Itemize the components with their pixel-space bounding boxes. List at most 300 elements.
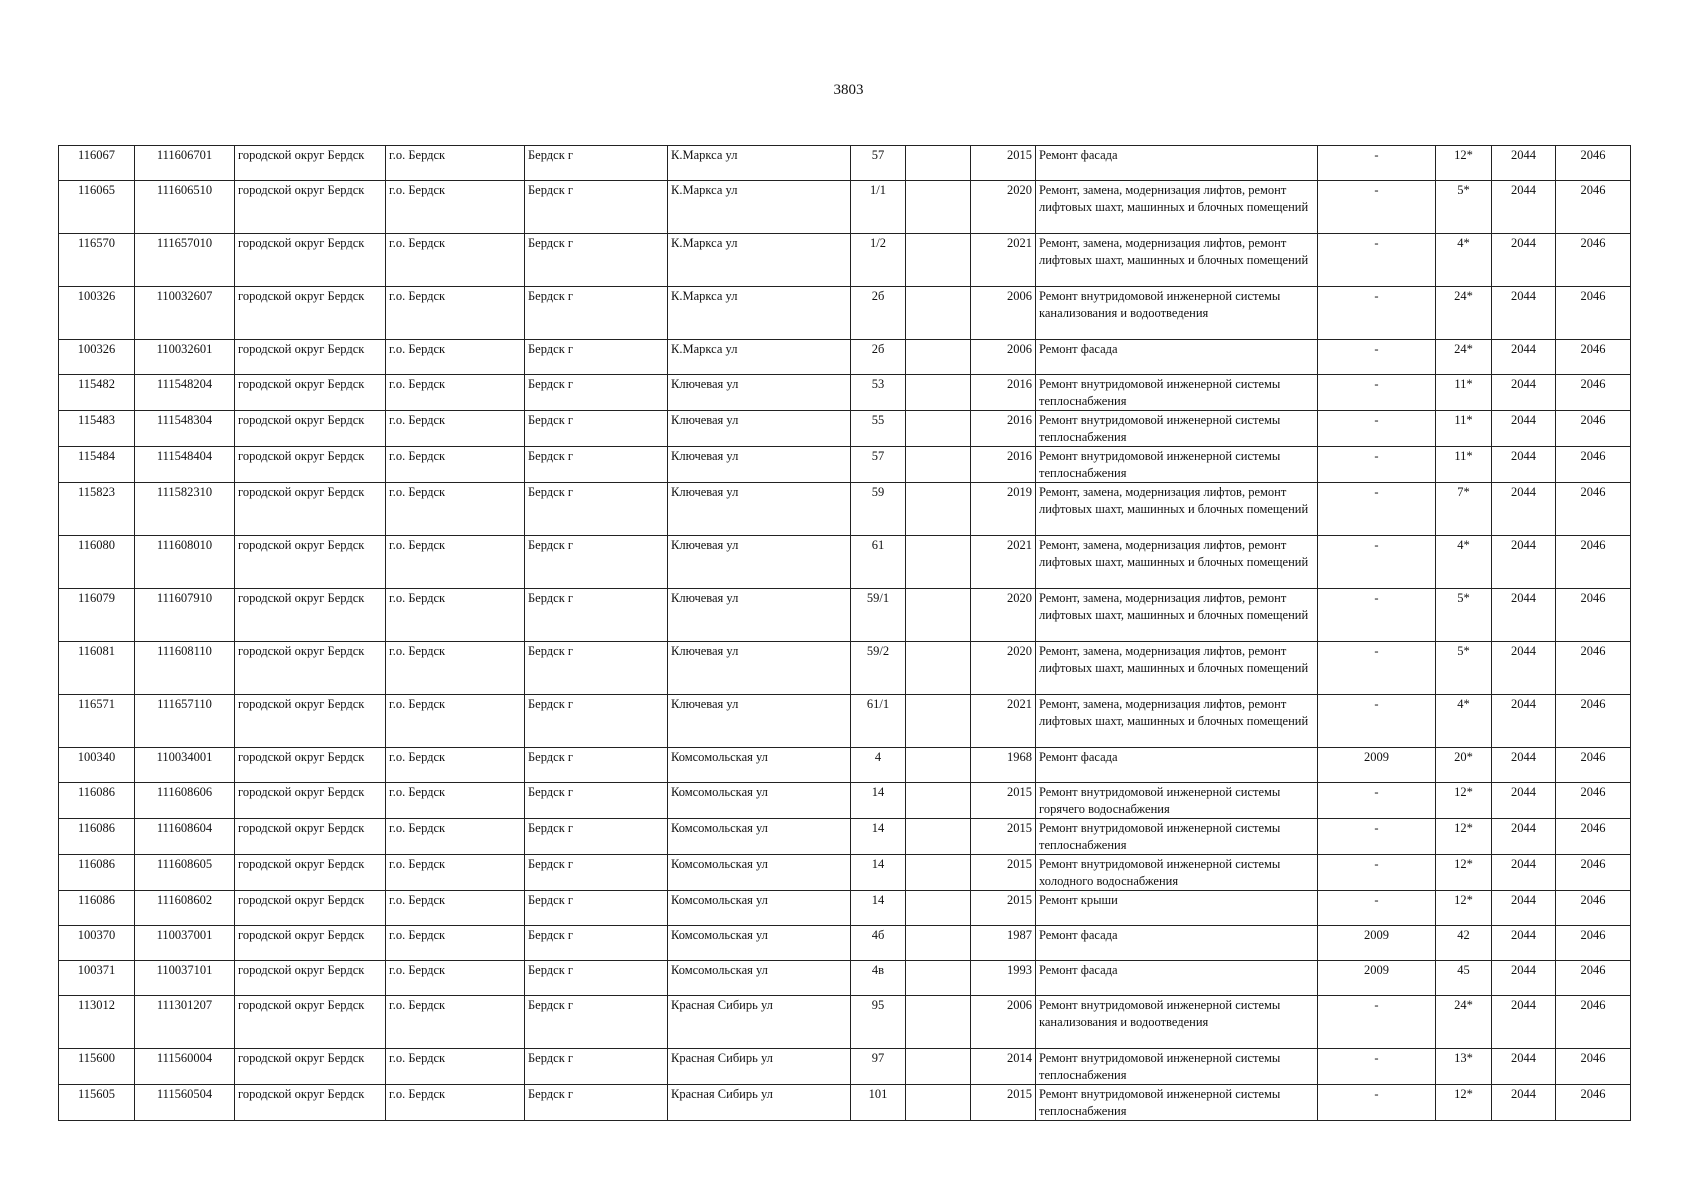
cell-house-id: 115823: [59, 483, 135, 536]
cell-house-number: 61: [851, 536, 906, 589]
cell-record-id: 111548304: [135, 411, 235, 447]
cell-year: 1987: [971, 926, 1036, 961]
cell-end-year: 2046: [1556, 483, 1631, 536]
cell-municipal-district: г.о. Бердск: [386, 855, 525, 891]
cell-work-type: Ремонт внутридомовой инженерной системы теплоснабжения: [1036, 447, 1318, 483]
cell-locality: Бердск г: [525, 961, 668, 996]
cell-end-year: 2046: [1556, 287, 1631, 340]
cell-prior-repair-year: -: [1318, 536, 1436, 589]
cell-municipal-district: г.о. Бердск: [386, 536, 525, 589]
cell-start-year: 2044: [1492, 234, 1556, 287]
cell-blank-column: [906, 748, 971, 783]
cell-street: Ключевая ул: [668, 695, 851, 748]
cell-start-year: 2044: [1492, 411, 1556, 447]
cell-locality: Бердск г: [525, 855, 668, 891]
table-row: [59, 891, 1631, 926]
table-row: [59, 1085, 1631, 1121]
cell-house-id: 116086: [59, 819, 135, 855]
table-row: [59, 536, 1631, 589]
cell-wear-value: 42: [1436, 926, 1492, 961]
cell-year: 2006: [971, 340, 1036, 375]
cell-house-number: 57: [851, 447, 906, 483]
cell-prior-repair-year: -: [1318, 447, 1436, 483]
cell-house-id: 115482: [59, 375, 135, 411]
cell-house-id: 116067: [59, 146, 135, 181]
cell-house-number: 53: [851, 375, 906, 411]
cell-blank-column: [906, 855, 971, 891]
cell-municipal-district: г.о. Бердск: [386, 783, 525, 819]
cell-work-type: Ремонт фасада: [1036, 926, 1318, 961]
cell-prior-repair-year: -: [1318, 891, 1436, 926]
cell-work-type: Ремонт, замена, модернизация лифтов, ремонт лифтовых шахт, машинных и блочных помещений: [1036, 695, 1318, 748]
cell-work-type: Ремонт, замена, модернизация лифтов, ремонт лифтовых шахт, машинных и блочных помещений: [1036, 642, 1318, 695]
cell-house-number: 97: [851, 1049, 906, 1085]
cell-end-year: 2046: [1556, 819, 1631, 855]
cell-house-number: 57: [851, 146, 906, 181]
cell-blank-column: [906, 695, 971, 748]
cell-street: К.Маркса ул: [668, 234, 851, 287]
cell-prior-repair-year: -: [1318, 287, 1436, 340]
cell-municipal-district: г.о. Бердск: [386, 483, 525, 536]
cell-house-number: 14: [851, 855, 906, 891]
cell-end-year: 2046: [1556, 1049, 1631, 1085]
cell-municipal-district: г.о. Бердск: [386, 146, 525, 181]
cell-record-id: 111301207: [135, 996, 235, 1049]
cell-house-number: 1/2: [851, 234, 906, 287]
cell-blank-column: [906, 589, 971, 642]
cell-wear-value: 20*: [1436, 748, 1492, 783]
cell-municipality: городской округ Бердск: [235, 855, 386, 891]
cell-work-type: Ремонт внутридомовой инженерной системы теплоснабжения: [1036, 411, 1318, 447]
cell-municipality: городской округ Бердск: [235, 181, 386, 234]
cell-wear-value: 5*: [1436, 181, 1492, 234]
cell-prior-repair-year: -: [1318, 855, 1436, 891]
table-row: [59, 748, 1631, 783]
cell-locality: Бердск г: [525, 642, 668, 695]
cell-municipal-district: г.о. Бердск: [386, 234, 525, 287]
cell-wear-value: 24*: [1436, 996, 1492, 1049]
cell-street: К.Маркса ул: [668, 287, 851, 340]
cell-house-number: 14: [851, 891, 906, 926]
cell-house-number: 4в: [851, 961, 906, 996]
cell-locality: Бердск г: [525, 375, 668, 411]
cell-record-id: 110037001: [135, 926, 235, 961]
cell-year: 2014: [971, 1049, 1036, 1085]
table-row: [59, 146, 1631, 181]
cell-wear-value: 7*: [1436, 483, 1492, 536]
cell-locality: Бердск г: [525, 1049, 668, 1085]
cell-house-id: 115483: [59, 411, 135, 447]
cell-blank-column: [906, 340, 971, 375]
table-row: [59, 1049, 1631, 1085]
table-row: [59, 855, 1631, 891]
cell-start-year: 2044: [1492, 447, 1556, 483]
cell-municipal-district: г.о. Бердск: [386, 375, 525, 411]
cell-municipality: городской округ Бердск: [235, 483, 386, 536]
cell-municipality: городской округ Бердск: [235, 819, 386, 855]
cell-house-id: 100326: [59, 340, 135, 375]
cell-wear-value: 12*: [1436, 1085, 1492, 1121]
cell-street: Ключевая ул: [668, 375, 851, 411]
cell-blank-column: [906, 181, 971, 234]
cell-municipal-district: г.о. Бердск: [386, 340, 525, 375]
cell-start-year: 2044: [1492, 287, 1556, 340]
cell-end-year: 2046: [1556, 375, 1631, 411]
cell-municipality: городской округ Бердск: [235, 891, 386, 926]
cell-start-year: 2044: [1492, 536, 1556, 589]
cell-end-year: 2046: [1556, 447, 1631, 483]
cell-start-year: 2044: [1492, 961, 1556, 996]
cell-year: 2021: [971, 234, 1036, 287]
cell-street: Ключевая ул: [668, 536, 851, 589]
cell-municipal-district: г.о. Бердск: [386, 1085, 525, 1121]
table-row: [59, 287, 1631, 340]
cell-locality: Бердск г: [525, 411, 668, 447]
page-number: 3803: [833, 82, 864, 98]
cell-work-type: Ремонт фасада: [1036, 961, 1318, 996]
cell-locality: Бердск г: [525, 891, 668, 926]
cell-work-type: Ремонт внутридомовой инженерной системы канализования и водоотведения: [1036, 287, 1318, 340]
cell-year: 2020: [971, 589, 1036, 642]
cell-wear-value: 12*: [1436, 146, 1492, 181]
cell-record-id: 111608604: [135, 819, 235, 855]
cell-municipal-district: г.о. Бердск: [386, 447, 525, 483]
cell-street: Ключевая ул: [668, 447, 851, 483]
data-table: [58, 145, 1631, 1121]
cell-municipal-district: г.о. Бердск: [386, 926, 525, 961]
cell-house-number: 101: [851, 1085, 906, 1121]
cell-work-type: Ремонт, замена, модернизация лифтов, ремонт лифтовых шахт, машинных и блочных помещений: [1036, 483, 1318, 536]
cell-prior-repair-year: -: [1318, 411, 1436, 447]
cell-year: 2016: [971, 375, 1036, 411]
cell-year: 2015: [971, 146, 1036, 181]
cell-prior-repair-year: -: [1318, 234, 1436, 287]
cell-locality: Бердск г: [525, 483, 668, 536]
cell-municipal-district: г.о. Бердск: [386, 1049, 525, 1085]
cell-year: 2006: [971, 996, 1036, 1049]
cell-municipality: городской округ Бердск: [235, 375, 386, 411]
cell-blank-column: [906, 642, 971, 695]
cell-locality: Бердск г: [525, 926, 668, 961]
cell-start-year: 2044: [1492, 855, 1556, 891]
cell-house-id: 100326: [59, 287, 135, 340]
cell-municipal-district: г.о. Бердск: [386, 819, 525, 855]
cell-blank-column: [906, 1049, 971, 1085]
cell-house-id: 115605: [59, 1085, 135, 1121]
table-row: [59, 234, 1631, 287]
cell-locality: Бердск г: [525, 819, 668, 855]
cell-street: Комсомольская ул: [668, 855, 851, 891]
cell-municipal-district: г.о. Бердск: [386, 695, 525, 748]
cell-locality: Бердск г: [525, 340, 668, 375]
cell-street: Ключевая ул: [668, 483, 851, 536]
cell-work-type: Ремонт, замена, модернизация лифтов, ремонт лифтовых шахт, машинных и блочных помещений: [1036, 589, 1318, 642]
cell-house-id: 100371: [59, 961, 135, 996]
table-row: [59, 340, 1631, 375]
cell-record-id: 111606510: [135, 181, 235, 234]
cell-wear-value: 11*: [1436, 411, 1492, 447]
cell-prior-repair-year: -: [1318, 1085, 1436, 1121]
cell-record-id: 111582310: [135, 483, 235, 536]
cell-blank-column: [906, 1085, 971, 1121]
cell-record-id: 111608110: [135, 642, 235, 695]
cell-start-year: 2044: [1492, 819, 1556, 855]
cell-start-year: 2044: [1492, 1049, 1556, 1085]
cell-start-year: 2044: [1492, 642, 1556, 695]
cell-end-year: 2046: [1556, 1085, 1631, 1121]
cell-record-id: 111548204: [135, 375, 235, 411]
cell-house-number: 4: [851, 748, 906, 783]
cell-blank-column: [906, 819, 971, 855]
table-row: [59, 695, 1631, 748]
cell-prior-repair-year: 2009: [1318, 748, 1436, 783]
cell-year: 2020: [971, 181, 1036, 234]
cell-prior-repair-year: -: [1318, 783, 1436, 819]
cell-house-number: 95: [851, 996, 906, 1049]
table-row: [59, 819, 1631, 855]
cell-municipality: городской округ Бердск: [235, 447, 386, 483]
cell-municipality: городской округ Бердск: [235, 589, 386, 642]
cell-year: 1968: [971, 748, 1036, 783]
cell-start-year: 2044: [1492, 340, 1556, 375]
cell-municipality: городской округ Бердск: [235, 996, 386, 1049]
cell-work-type: Ремонт, замена, модернизация лифтов, ремонт лифтовых шахт, машинных и блочных помещений: [1036, 181, 1318, 234]
cell-municipality: городской округ Бердск: [235, 961, 386, 996]
cell-locality: Бердск г: [525, 589, 668, 642]
table-row: [59, 783, 1631, 819]
cell-house-number: 2б: [851, 287, 906, 340]
cell-year: 2015: [971, 1085, 1036, 1121]
cell-record-id: 111548404: [135, 447, 235, 483]
cell-end-year: 2046: [1556, 340, 1631, 375]
cell-prior-repair-year: -: [1318, 819, 1436, 855]
cell-house-id: 116065: [59, 181, 135, 234]
cell-prior-repair-year: 2009: [1318, 926, 1436, 961]
cell-end-year: 2046: [1556, 181, 1631, 234]
cell-start-year: 2044: [1492, 1085, 1556, 1121]
cell-house-id: 116081: [59, 642, 135, 695]
cell-house-id: 116086: [59, 783, 135, 819]
cell-street: Красная Сибирь ул: [668, 1049, 851, 1085]
table-row: [59, 411, 1631, 447]
cell-work-type: Ремонт, замена, модернизация лифтов, ремонт лифтовых шахт, машинных и блочных помещений: [1036, 536, 1318, 589]
cell-house-number: 14: [851, 783, 906, 819]
cell-record-id: 111657110: [135, 695, 235, 748]
table-row: [59, 961, 1631, 996]
cell-house-id: 115600: [59, 1049, 135, 1085]
cell-wear-value: 4*: [1436, 234, 1492, 287]
table-row: [59, 483, 1631, 536]
cell-municipality: городской округ Бердск: [235, 340, 386, 375]
cell-municipal-district: г.о. Бердск: [386, 589, 525, 642]
cell-work-type: Ремонт внутридомовой инженерной системы теплоснабжения: [1036, 1085, 1318, 1121]
cell-locality: Бердск г: [525, 181, 668, 234]
table-row: [59, 996, 1631, 1049]
cell-house-number: 4б: [851, 926, 906, 961]
cell-end-year: 2046: [1556, 146, 1631, 181]
cell-work-type: Ремонт фасада: [1036, 748, 1318, 783]
cell-locality: Бердск г: [525, 536, 668, 589]
cell-municipality: городской округ Бердск: [235, 642, 386, 695]
cell-house-id: 113012: [59, 996, 135, 1049]
cell-wear-value: 5*: [1436, 589, 1492, 642]
cell-street: Красная Сибирь ул: [668, 1085, 851, 1121]
cell-end-year: 2046: [1556, 926, 1631, 961]
cell-work-type: Ремонт фасада: [1036, 146, 1318, 181]
cell-house-id: 116086: [59, 891, 135, 926]
table-row: [59, 926, 1631, 961]
cell-municipal-district: г.о. Бердск: [386, 287, 525, 340]
cell-year: 2021: [971, 536, 1036, 589]
cell-record-id: 110032607: [135, 287, 235, 340]
cell-municipality: городской округ Бердск: [235, 1085, 386, 1121]
cell-prior-repair-year: -: [1318, 589, 1436, 642]
table-row: [59, 447, 1631, 483]
cell-start-year: 2044: [1492, 926, 1556, 961]
cell-start-year: 2044: [1492, 146, 1556, 181]
cell-start-year: 2044: [1492, 783, 1556, 819]
cell-wear-value: 11*: [1436, 375, 1492, 411]
cell-street: Комсомольская ул: [668, 819, 851, 855]
cell-year: 2015: [971, 783, 1036, 819]
cell-work-type: Ремонт, замена, модернизация лифтов, ремонт лифтовых шахт, машинных и блочных помещений: [1036, 234, 1318, 287]
cell-start-year: 2044: [1492, 483, 1556, 536]
cell-blank-column: [906, 891, 971, 926]
cell-street: Комсомольская ул: [668, 891, 851, 926]
cell-municipality: городской округ Бердск: [235, 926, 386, 961]
cell-work-type: Ремонт внутридомовой инженерной системы канализования и водоотведения: [1036, 996, 1318, 1049]
cell-street: Ключевая ул: [668, 411, 851, 447]
cell-locality: Бердск г: [525, 234, 668, 287]
cell-prior-repair-year: -: [1318, 483, 1436, 536]
cell-house-id: 116080: [59, 536, 135, 589]
table-body: [59, 146, 1631, 1121]
cell-end-year: 2046: [1556, 589, 1631, 642]
table-row: [59, 642, 1631, 695]
cell-end-year: 2046: [1556, 961, 1631, 996]
cell-end-year: 2046: [1556, 234, 1631, 287]
cell-municipal-district: г.о. Бердск: [386, 181, 525, 234]
cell-wear-value: 4*: [1436, 695, 1492, 748]
cell-end-year: 2046: [1556, 411, 1631, 447]
cell-locality: Бердск г: [525, 996, 668, 1049]
cell-year: 2016: [971, 411, 1036, 447]
cell-end-year: 2046: [1556, 642, 1631, 695]
cell-municipality: городской округ Бердск: [235, 783, 386, 819]
cell-wear-value: 11*: [1436, 447, 1492, 483]
cell-end-year: 2046: [1556, 783, 1631, 819]
cell-record-id: 110034001: [135, 748, 235, 783]
cell-municipality: городской округ Бердск: [235, 287, 386, 340]
cell-work-type: Ремонт внутридомовой инженерной системы теплоснабжения: [1036, 1049, 1318, 1085]
cell-house-number: 59/2: [851, 642, 906, 695]
cell-prior-repair-year: -: [1318, 996, 1436, 1049]
cell-start-year: 2044: [1492, 695, 1556, 748]
cell-house-number: 59/1: [851, 589, 906, 642]
cell-wear-value: 5*: [1436, 642, 1492, 695]
cell-house-number: 61/1: [851, 695, 906, 748]
cell-locality: Бердск г: [525, 287, 668, 340]
cell-year: 2020: [971, 642, 1036, 695]
cell-locality: Бердск г: [525, 783, 668, 819]
cell-house-number: 14: [851, 819, 906, 855]
cell-work-type: Ремонт внутридомовой инженерной системы холодного водоснабжения: [1036, 855, 1318, 891]
cell-record-id: 110032601: [135, 340, 235, 375]
cell-blank-column: [906, 961, 971, 996]
cell-start-year: 2044: [1492, 181, 1556, 234]
cell-wear-value: 13*: [1436, 1049, 1492, 1085]
cell-year: 2015: [971, 891, 1036, 926]
cell-wear-value: 4*: [1436, 536, 1492, 589]
cell-wear-value: 12*: [1436, 891, 1492, 926]
cell-wear-value: 45: [1436, 961, 1492, 996]
cell-street: Красная Сибирь ул: [668, 996, 851, 1049]
cell-blank-column: [906, 536, 971, 589]
cell-end-year: 2046: [1556, 748, 1631, 783]
cell-municipal-district: г.о. Бердск: [386, 748, 525, 783]
cell-blank-column: [906, 783, 971, 819]
cell-wear-value: 12*: [1436, 855, 1492, 891]
cell-house-number: 55: [851, 411, 906, 447]
cell-blank-column: [906, 996, 971, 1049]
cell-work-type: Ремонт внутридомовой инженерной системы теплоснабжения: [1036, 819, 1318, 855]
cell-street: Комсомольская ул: [668, 783, 851, 819]
cell-blank-column: [906, 375, 971, 411]
cell-year: 2015: [971, 855, 1036, 891]
cell-blank-column: [906, 926, 971, 961]
cell-record-id: 111607910: [135, 589, 235, 642]
cell-house-id: 100370: [59, 926, 135, 961]
cell-work-type: Ремонт внутридомовой инженерной системы горячего водоснабжения: [1036, 783, 1318, 819]
cell-street: Ключевая ул: [668, 642, 851, 695]
cell-municipality: городской округ Бердск: [235, 748, 386, 783]
cell-work-type: Ремонт внутридомовой инженерной системы теплоснабжения: [1036, 375, 1318, 411]
cell-house-number: 2б: [851, 340, 906, 375]
cell-year: 2016: [971, 447, 1036, 483]
cell-prior-repair-year: -: [1318, 146, 1436, 181]
cell-record-id: 111608605: [135, 855, 235, 891]
cell-locality: Бердск г: [525, 695, 668, 748]
cell-end-year: 2046: [1556, 996, 1631, 1049]
cell-start-year: 2044: [1492, 996, 1556, 1049]
cell-municipality: городской округ Бердск: [235, 411, 386, 447]
cell-municipal-district: г.о. Бердск: [386, 996, 525, 1049]
cell-prior-repair-year: -: [1318, 1049, 1436, 1085]
cell-municipality: городской округ Бердск: [235, 695, 386, 748]
cell-wear-value: 12*: [1436, 783, 1492, 819]
cell-prior-repair-year: -: [1318, 181, 1436, 234]
cell-street: К.Маркса ул: [668, 146, 851, 181]
cell-record-id: 111657010: [135, 234, 235, 287]
cell-prior-repair-year: -: [1318, 375, 1436, 411]
cell-house-id: 116079: [59, 589, 135, 642]
cell-municipal-district: г.о. Бердск: [386, 411, 525, 447]
cell-locality: Бердск г: [525, 447, 668, 483]
cell-end-year: 2046: [1556, 891, 1631, 926]
cell-prior-repair-year: -: [1318, 642, 1436, 695]
cell-prior-repair-year: 2009: [1318, 961, 1436, 996]
cell-locality: Бердск г: [525, 1085, 668, 1121]
cell-work-type: Ремонт крыши: [1036, 891, 1318, 926]
cell-start-year: 2044: [1492, 375, 1556, 411]
cell-municipal-district: г.о. Бердск: [386, 642, 525, 695]
cell-street: Комсомольская ул: [668, 926, 851, 961]
cell-record-id: 111560504: [135, 1085, 235, 1121]
cell-work-type: Ремонт фасада: [1036, 340, 1318, 375]
cell-house-id: 116570: [59, 234, 135, 287]
cell-street: Комсомольская ул: [668, 961, 851, 996]
table-row: [59, 181, 1631, 234]
